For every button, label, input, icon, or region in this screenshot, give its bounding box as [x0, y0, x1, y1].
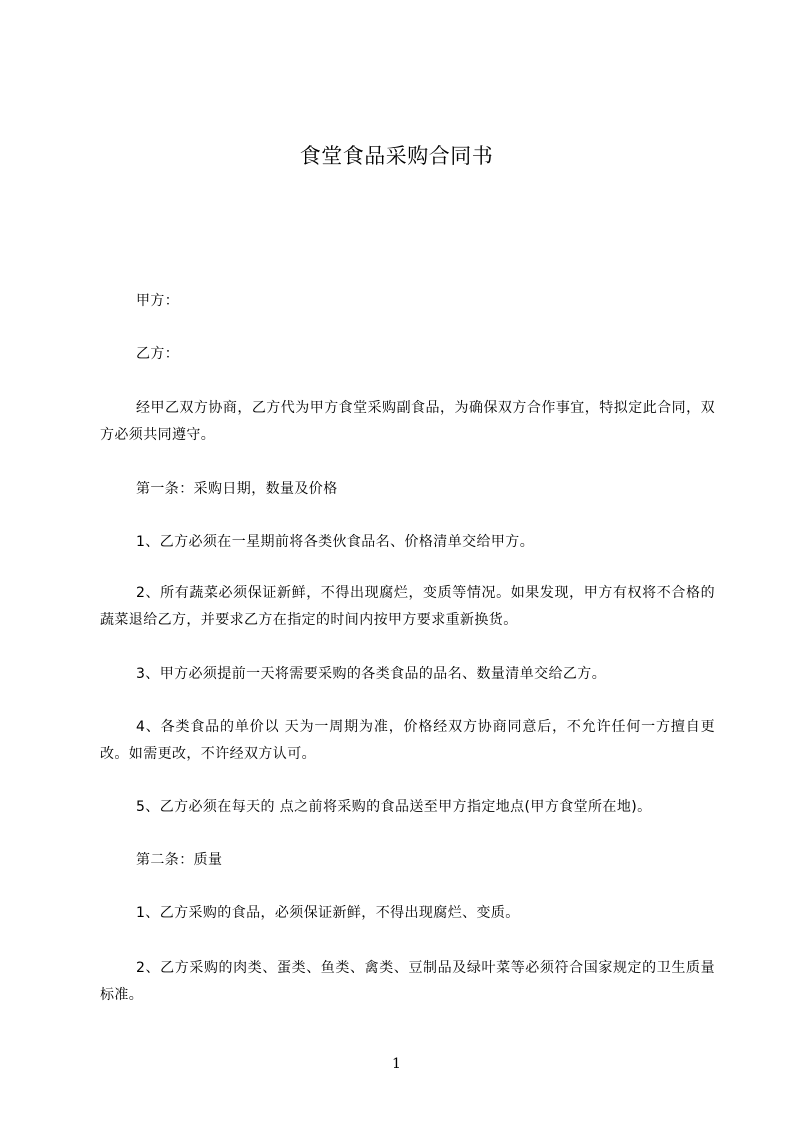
party-a-line: 甲方： [136, 293, 180, 309]
article1-item3: 3、甲方必须提前一天将需要采购的各类食品的品名、数量清单交给乙方。 [136, 666, 607, 682]
article1-item2: 2、所有蔬菜必须保证新鲜，不得出现腐烂，变质等情况。如果发现，甲方有权将不合格的蔬菜退给乙方，并要求乙方在指定的时间内按甲方要求重新换货。 [100, 585, 715, 628]
article1-heading: 第一条：采购日期，数量及价格 [136, 481, 338, 497]
article1-item1: 1、乙方必须在一星期前将各类伙食品名、价格清单交给甲方。 [136, 534, 535, 550]
preamble-paragraph: 经甲乙双方协商，乙方代为甲方食堂采购副食品，为确保双方合作事宜，特拟定此合同，双方必须共同遵守。 [100, 400, 715, 443]
article2-heading: 第二条：质量 [136, 852, 223, 868]
article1-item5: 5、乙方必须在每天的 点之前将采购的食品送至甲方指定地点(甲方食堂所在地)。 [136, 799, 652, 815]
document-title: 食堂食品采购合同书 [299, 144, 494, 168]
party-b-line: 乙方： [136, 346, 180, 362]
article1-item4: 4、各类食品的单价以 天为一周期为准，价格经双方协商同意后，不允许任何一方擅自更改。如需更改，不许经双方认可。 [100, 719, 715, 762]
article2-item2: 2、乙方采购的肉类、蛋类、鱼类、禽类、豆制品及绿叶菜等必须符合国家规定的卫生质量标准。 [100, 960, 715, 1003]
article2-item1: 1、乙方采购的食品，必须保证新鲜，不得出现腐烂、变质。 [136, 905, 520, 921]
page-number: 1 [392, 1056, 401, 1072]
